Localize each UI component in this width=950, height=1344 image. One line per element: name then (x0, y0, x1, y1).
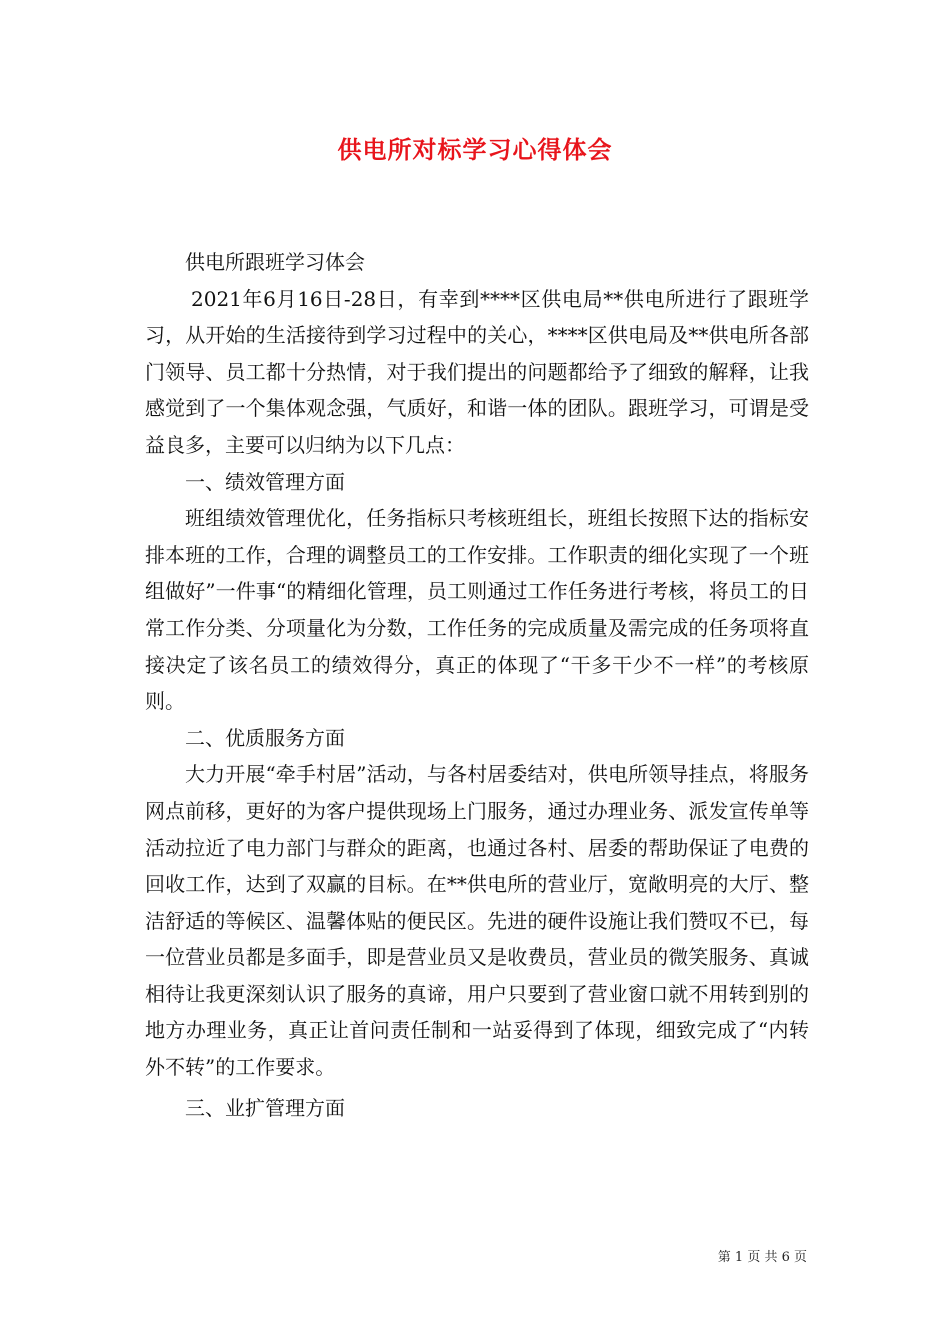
page-number: 第 1 页 共 6 页 (717, 1250, 807, 1265)
subheading: 供电所跟班学习体会 (185, 250, 365, 274)
paragraph-intro: 2021年6月16日-28日，有幸到****区供电局**供电所进行了跟班学习，从开始的生活接待到学习过程中的关心，****区供电局及**供电所各部门领导、员工都十分热情，对于我们提出的问题都给予了细致的解释，让我感觉到了一个集体观念强，气质好，和谐一体的团队。跟班学习，可谓是受益良多，主要可以归纳为以下几点： (145, 286, 809, 457)
section-heading-performance: 一、绩效管理方面 (185, 469, 345, 494)
document-title: 供电所对标学习心得体会 (337, 135, 613, 164)
section-heading-service: 二、优质服务方面 (185, 725, 345, 750)
section-heading-business-expansion: 三、业扩管理方面 (185, 1095, 345, 1120)
document-body (145, 244, 809, 1126)
paragraph-performance: 班组绩效管理优化，任务指标只考核班组长，班组长按照下达的指标安排本班的工作，合理的调整员工的工作安排。工作职责的细化实现了一个班组做好”一件事“的精细化管理，员工则通过工作任务进行考核，将员工的日常工作分类、分项量化为分数，工作任务的完成质量及需完成的任务项将直接决定了该名员工的绩效得分，真正的体现了“干多干少不一样”的考核原则。 (145, 506, 809, 714)
paragraph-service: 大力开展“牵手村居”活动，与各村居委结对，供电所领导挂点，将服务网点前移，更好的为客户提供现场上门服务，通过办理业务、派发宣传单等活动拉近了电力部门与群众的距离，也通过各村、居委的帮助保证了电费的回收工作，达到了双赢的目标。在**供电所的营业厅，宽敞明亮的大厅、整洁舒适的等候区、温馨体贴的便民区。先进的硬件设施让我们赞叹不已，每一位营业员都是多面手，即是营业员又是收费员，营业员的微笑服务、真诚相待让我更深刻认识了服务的真谛，用户只要到了营业窗口就不用转到别的地方办理业务，真正让首问责任制和一站妥得到了体现，细致完成了“内转外不转”的工作要求。 (145, 762, 809, 1080)
